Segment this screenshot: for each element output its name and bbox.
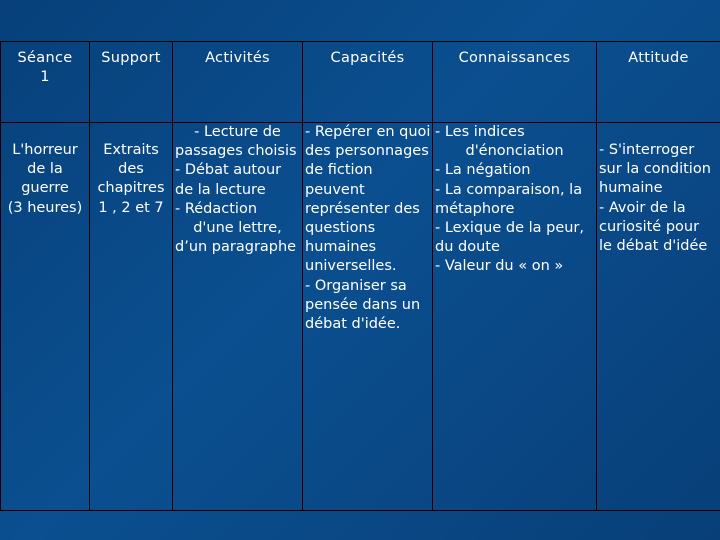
cell-text: Extraits	[103, 142, 159, 158]
cell-seance	[1, 123, 90, 511]
cell-text: des personnages	[305, 143, 429, 160]
header-seance	[1, 42, 90, 123]
cell-text: de la	[27, 161, 63, 178]
cell-text: débat d'idée.	[305, 316, 401, 333]
header-attitude: Attitude	[597, 42, 720, 123]
cell-text: - La négation	[435, 162, 531, 179]
cell-text: 1 , 2 et 7	[98, 199, 164, 216]
cell-text: des	[118, 161, 144, 178]
cell-text: - Rédaction	[175, 200, 258, 217]
cell-text: - Avoir de la	[599, 199, 686, 216]
table-row	[1, 123, 720, 511]
cell-text: - Organiser sa	[305, 277, 407, 294]
header-seance-line-2: 1	[40, 69, 50, 86]
cell-text: d’un paragraphe	[175, 239, 297, 256]
cell-text: humaine	[599, 180, 663, 197]
cell-text: curiosité pour	[599, 218, 700, 235]
cell-text: du doute	[435, 239, 500, 256]
cell-activites	[173, 123, 303, 511]
cell-text: - Les indices	[435, 124, 525, 140]
cell-text: sur la condition	[599, 161, 711, 178]
cell-text: peuvent	[305, 181, 365, 198]
cell-text: de fiction	[305, 162, 373, 179]
cell-text: universelles.	[305, 258, 397, 275]
header-support: Support	[90, 42, 173, 123]
cell-text: métaphore	[435, 200, 515, 217]
cell-text: - Repérer en quoi	[305, 124, 431, 140]
cell-text: passages choisis	[175, 143, 297, 160]
cell-text: d'une lettre,	[193, 220, 282, 237]
lesson-plan-table	[0, 41, 720, 511]
cell-text: chapitres	[97, 180, 165, 197]
cell-connaissances	[433, 123, 597, 511]
cell-text: d'énonciation	[465, 143, 564, 160]
cell-text: de la lecture	[175, 181, 266, 198]
header-connaissances: Connaissances	[433, 42, 597, 123]
cell-text: (3 heures)	[7, 199, 83, 216]
header-seance-line-1: Séance	[17, 50, 73, 66]
cell-text: - Lexique de la peur,	[435, 220, 585, 237]
cell-text: guerre	[21, 180, 69, 197]
cell-attitude	[597, 123, 720, 511]
cell-text: questions	[305, 220, 376, 237]
cell-text: - Débat autour	[175, 162, 282, 179]
header-activites: Activités	[173, 42, 303, 123]
cell-text: - S'interroger	[599, 142, 695, 158]
cell-text: pensée dans un	[305, 296, 421, 313]
header-row	[1, 42, 720, 123]
cell-text: - La comparaison, la	[435, 181, 583, 198]
cell-text: le débat d'idée	[599, 238, 708, 255]
header-capacites: Capacités	[303, 42, 433, 123]
cell-text: représenter des	[305, 200, 420, 217]
cell-support	[90, 123, 173, 511]
cell-capacites	[303, 123, 433, 511]
cell-text: humaines	[305, 239, 377, 256]
cell-text: - Lecture de	[194, 124, 281, 140]
cell-text: - Valeur du « on »	[435, 258, 564, 275]
cell-text: L'horreur	[12, 142, 78, 158]
